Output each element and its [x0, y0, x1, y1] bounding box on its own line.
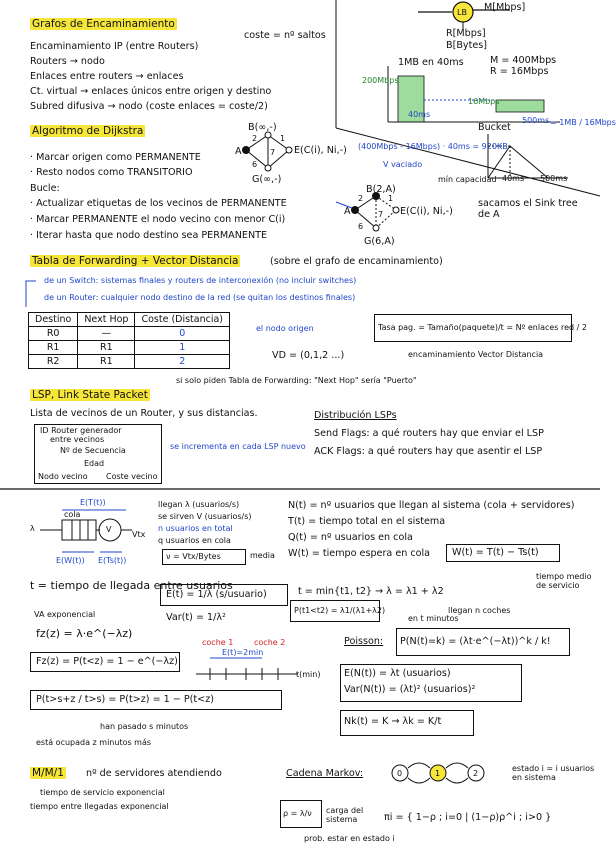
bucket-top-label: M[Mbps] — [484, 2, 526, 13]
ack-flags: ACK Flags: a qué routers hay que asentir el LSP — [314, 446, 543, 457]
bucket-param: M = 400Mbps — [490, 55, 557, 66]
arrival-line: n usuarios en total — [158, 524, 233, 533]
table-cell: R1 — [78, 341, 135, 355]
rate-left: 200Mbps — [362, 76, 399, 85]
vector-note: encaminamiento Vector Distancia — [408, 350, 544, 359]
markov-state: 2 — [473, 769, 479, 778]
table-header: Next Hop — [78, 313, 135, 327]
bracket — [26, 281, 36, 307]
rho-eq: ρ = λ/ν — [283, 809, 312, 818]
va-label: VA exponencial — [34, 610, 96, 619]
llegan-note: llegan n coches — [448, 606, 511, 615]
coche1-label: coche 1 — [202, 638, 234, 647]
dijkstra-line: · Actualizar etiquetas de los vecinos de PERMANENTE — [30, 198, 287, 209]
bucket-label: Bucket — [478, 122, 511, 133]
rate-mid: 16Mbps — [468, 97, 500, 106]
section-title-table: Tabla de Forwarding + Vector Distancia — [32, 255, 239, 267]
arrival-line: q usuarios en cola — [158, 536, 231, 545]
table-row — [29, 341, 230, 355]
graph1-node-a: A — [235, 146, 242, 157]
ew-label: E(W(t)) — [56, 556, 85, 565]
dijkstra-line: · Marcar PERMANENTE el nodo vecino con menor C(i) — [30, 214, 286, 225]
queue-def: N(t) = nº usuarios que llegan al sistema (cola + servidores) — [288, 500, 575, 511]
t500-label: 500ms — [522, 116, 550, 125]
en-note: en t minutos — [408, 614, 459, 623]
markov-state: 1 — [435, 769, 441, 778]
pi-eq: πi = { 1−ρ ; i=0 | (1−ρ)ρ^i ; i>0 } — [384, 812, 552, 823]
mem-eq: P(t>s+z / t>s) = P(t>z) = 1 − P(t<z) — [36, 694, 215, 705]
queue-def: W(t) = tiempo espera en cola — [288, 548, 431, 559]
lambda-label: λ — [30, 524, 35, 533]
cost-note: coste = nº saltos — [244, 30, 326, 41]
hop-note: si solo piden Tabla de Forwarding: "Next Hop" sería "Puerto" — [176, 376, 417, 385]
vtx-label: Vtx — [132, 530, 146, 539]
table-cell: 0 — [135, 327, 230, 341]
graph1-node-e: E(C(i), Ni,-) — [294, 145, 347, 156]
mm1-title: M/M/1 — [32, 767, 64, 779]
lsp-field: Edad — [84, 459, 105, 468]
graph1-weight: 1 — [280, 134, 286, 143]
axis-40: 40ms — [502, 174, 525, 183]
table-cell: 2 — [135, 355, 230, 369]
section-title-dijkstra: Algoritmo de Dijkstra — [32, 125, 144, 137]
mm1-service: tiempo de servicio exponencial — [40, 788, 165, 797]
table-header: Coste (Distancia) — [135, 313, 230, 327]
arrival-line: se sirven V (usuarios/s) — [158, 512, 252, 521]
timeline — [196, 658, 298, 680]
table-subtitle: (sobre el grafo de encaminamiento) — [270, 256, 443, 267]
mm1-servers: nº de servidores atendiendo — [86, 768, 222, 779]
bucket-param: R = 16Mbps — [490, 66, 549, 77]
table-cell: R1 — [78, 355, 135, 369]
bucket-top-label: R[Mbps] — [446, 28, 486, 39]
forwarding-table — [28, 312, 230, 369]
routing-line: Subred difusiva → nodo (coste enlaces = coste/2) — [30, 101, 268, 112]
lsp-field: Nodo vecino — [38, 472, 88, 481]
table-row — [29, 327, 230, 341]
lsp-field: ID Router generador — [40, 426, 122, 435]
mm1-arrivals: tiempo entre llegadas exponencial — [30, 802, 169, 811]
table-header: Destino — [29, 313, 78, 327]
burst-label: 1MB en 40ms — [398, 57, 464, 68]
origin-note: el nodo origen — [256, 324, 314, 333]
queue-def: Q(t) = nº usuarios en cola — [288, 532, 413, 543]
graph1-weight: 6 — [252, 160, 258, 169]
queue-def: T(t) = tiempo total en el sistema — [288, 516, 446, 527]
graph1-node-g: G(∞,-) — [252, 174, 282, 185]
lb-label: LB — [457, 8, 467, 17]
markov-label: Cadena Markov: — [286, 768, 364, 779]
graph2-node-a: A — [344, 206, 351, 217]
cola-label: cola — [64, 510, 81, 519]
min-eq: t = min{t1, t2} → λ = λ1 + λ2 — [298, 586, 444, 597]
capacidad-label: mín capacidad — [438, 175, 497, 184]
state-note: estado i = i usuarios en sistema — [512, 764, 595, 782]
section-title-routing: Grafos de Encaminamiento — [32, 18, 175, 30]
graph1-weight: 7 — [270, 148, 276, 157]
graph1-node-b: B(∞,-) — [248, 122, 277, 133]
table-row — [29, 355, 230, 369]
dijkstra-line: · Resto nodos como TRANSITORIO — [30, 167, 193, 178]
graph1-weight: 2 — [252, 134, 258, 143]
nu-eq: ν = Vtx/Bytes — [166, 552, 221, 561]
seq-note: se incrementa en cada LSP nuevo — [170, 442, 306, 451]
dist-title: Distribución LSPs — [314, 410, 397, 421]
service-note: tiempo medio de servicio — [536, 572, 592, 590]
router-note: de un Router: cualquier nodo destino de la red (se quitan los destinos finales) — [44, 293, 356, 302]
table-cell: — — [78, 327, 135, 341]
switch-note: de un Switch: sistemas finales y routers de interconexión (no incluir switches) — [44, 276, 357, 285]
table-header-row — [29, 313, 230, 327]
ets-label: E(Ts(t)) — [98, 556, 127, 565]
t40-label: 40ms — [408, 110, 431, 119]
v-label: V — [106, 525, 112, 534]
bucket-graph — [488, 134, 568, 178]
vacio-eq: (400Mbps - 16Mbps) · 40ms = 920KB — [358, 142, 508, 151]
en-eq: E(N(t)) = λt (usuarios) — [344, 668, 451, 679]
table-cell: R2 — [29, 355, 78, 369]
pn-eq: P(N(t)=k) = (λt·e^(−λt))^k / k! — [400, 636, 551, 647]
routing-line: Encaminamiento IP (entre Routers) — [30, 41, 199, 52]
wt-eq: W(t) = T(t) − Ts(t) — [452, 547, 539, 558]
t-def: t = tiempo de llegada entre usuarios — [30, 579, 233, 592]
graph2-node-b: B(2,A) — [366, 184, 396, 195]
lsp-desc: Lista de vecinos de un Router, y sus distancias. — [30, 408, 258, 419]
dijkstra-line: · Marcar origen como PERMANENTE — [30, 152, 201, 163]
ocupada-note: está ocupada z minutos más — [36, 738, 152, 747]
p-eq: P(t1<t2) = λ1/(λ1+λ2) — [294, 606, 386, 615]
dijkstra-line: Bucle: — [30, 183, 60, 194]
section-title-lsp: LSP, Link State Packet — [32, 389, 148, 401]
graph2-weight: 2 — [358, 194, 364, 203]
han-note: han pasado s minutos — [100, 722, 189, 731]
graph2-node-g: G(6,A) — [364, 236, 395, 247]
graph2-weight: 6 — [358, 222, 364, 231]
lsp-field: Nº de Secuencia — [60, 446, 126, 455]
poisson-label: Poisson: — [344, 636, 384, 647]
et-eq: E(t) = 1/λ (s/usuario) — [166, 589, 267, 600]
routing-line: Ct. virtual → enlaces únicos entre origen y destino — [30, 86, 272, 97]
sink-tree-note: sacamos el Sink tree de A — [478, 198, 578, 220]
fz-eq: fz(z) = λ·e^(−λz) — [36, 627, 133, 640]
carga-note: carga del sistema — [326, 806, 364, 824]
queue-diagram — [40, 510, 132, 552]
lsp-field: Coste vecino — [106, 472, 158, 481]
et-label: E(T(t)) — [80, 498, 106, 507]
etmin-label: E(t)=2min — [222, 648, 264, 657]
var-n-eq: Var(N(t)) = (λt)² (usuarios)² — [344, 684, 476, 695]
table-cell: 1 — [135, 341, 230, 355]
tmin-label: t(min) — [296, 670, 321, 679]
nk-eq: Nk(t) = K → λk = K/t — [344, 716, 442, 727]
Fz-eq: Fz(z) = P(t<z) = 1 − e^(−λz) — [36, 656, 178, 667]
graph2-weight: 7 — [378, 210, 384, 219]
tasa-eq: Tasa pag. = Tamaño(paquete)/t = Nº enlaces red / 2 — [378, 323, 587, 332]
dijkstra-line: · Iterar hasta que nodo destino sea PERMANENTE — [30, 230, 268, 241]
markov-state: 0 — [397, 769, 403, 778]
graph2-weight: 1 — [388, 194, 394, 203]
coche2-label: coche 2 — [254, 638, 286, 647]
table-cell: R0 — [29, 327, 78, 341]
media-label: media — [250, 551, 275, 560]
axis-500: 500ms — [540, 174, 568, 183]
routing-line: Routers → nodo — [30, 56, 105, 67]
routing-line: Enlaces entre routers → enlaces — [30, 71, 184, 82]
table-cell: R1 — [29, 341, 78, 355]
lsp-field: entre vecinos — [50, 435, 105, 444]
vaciado-label: V vaciado — [383, 160, 423, 169]
bucket-eq: = 1MB / 16Mbps — [550, 118, 616, 127]
arrival-line: llegan λ (usuarios/s) — [158, 500, 240, 509]
send-flags: Send Flags: a qué routers hay que enviar el LSP — [314, 428, 544, 439]
vd-eq: VD = (0,1,2 ...) — [272, 350, 345, 361]
graph2-node-e: E(C(i), Ni,-) — [400, 206, 453, 217]
prob-note: prob. estar en estado i — [304, 834, 395, 843]
var-eq: Var(t) = 1/λ² — [166, 612, 226, 623]
bucket-top-label: B[Bytes] — [446, 40, 487, 51]
